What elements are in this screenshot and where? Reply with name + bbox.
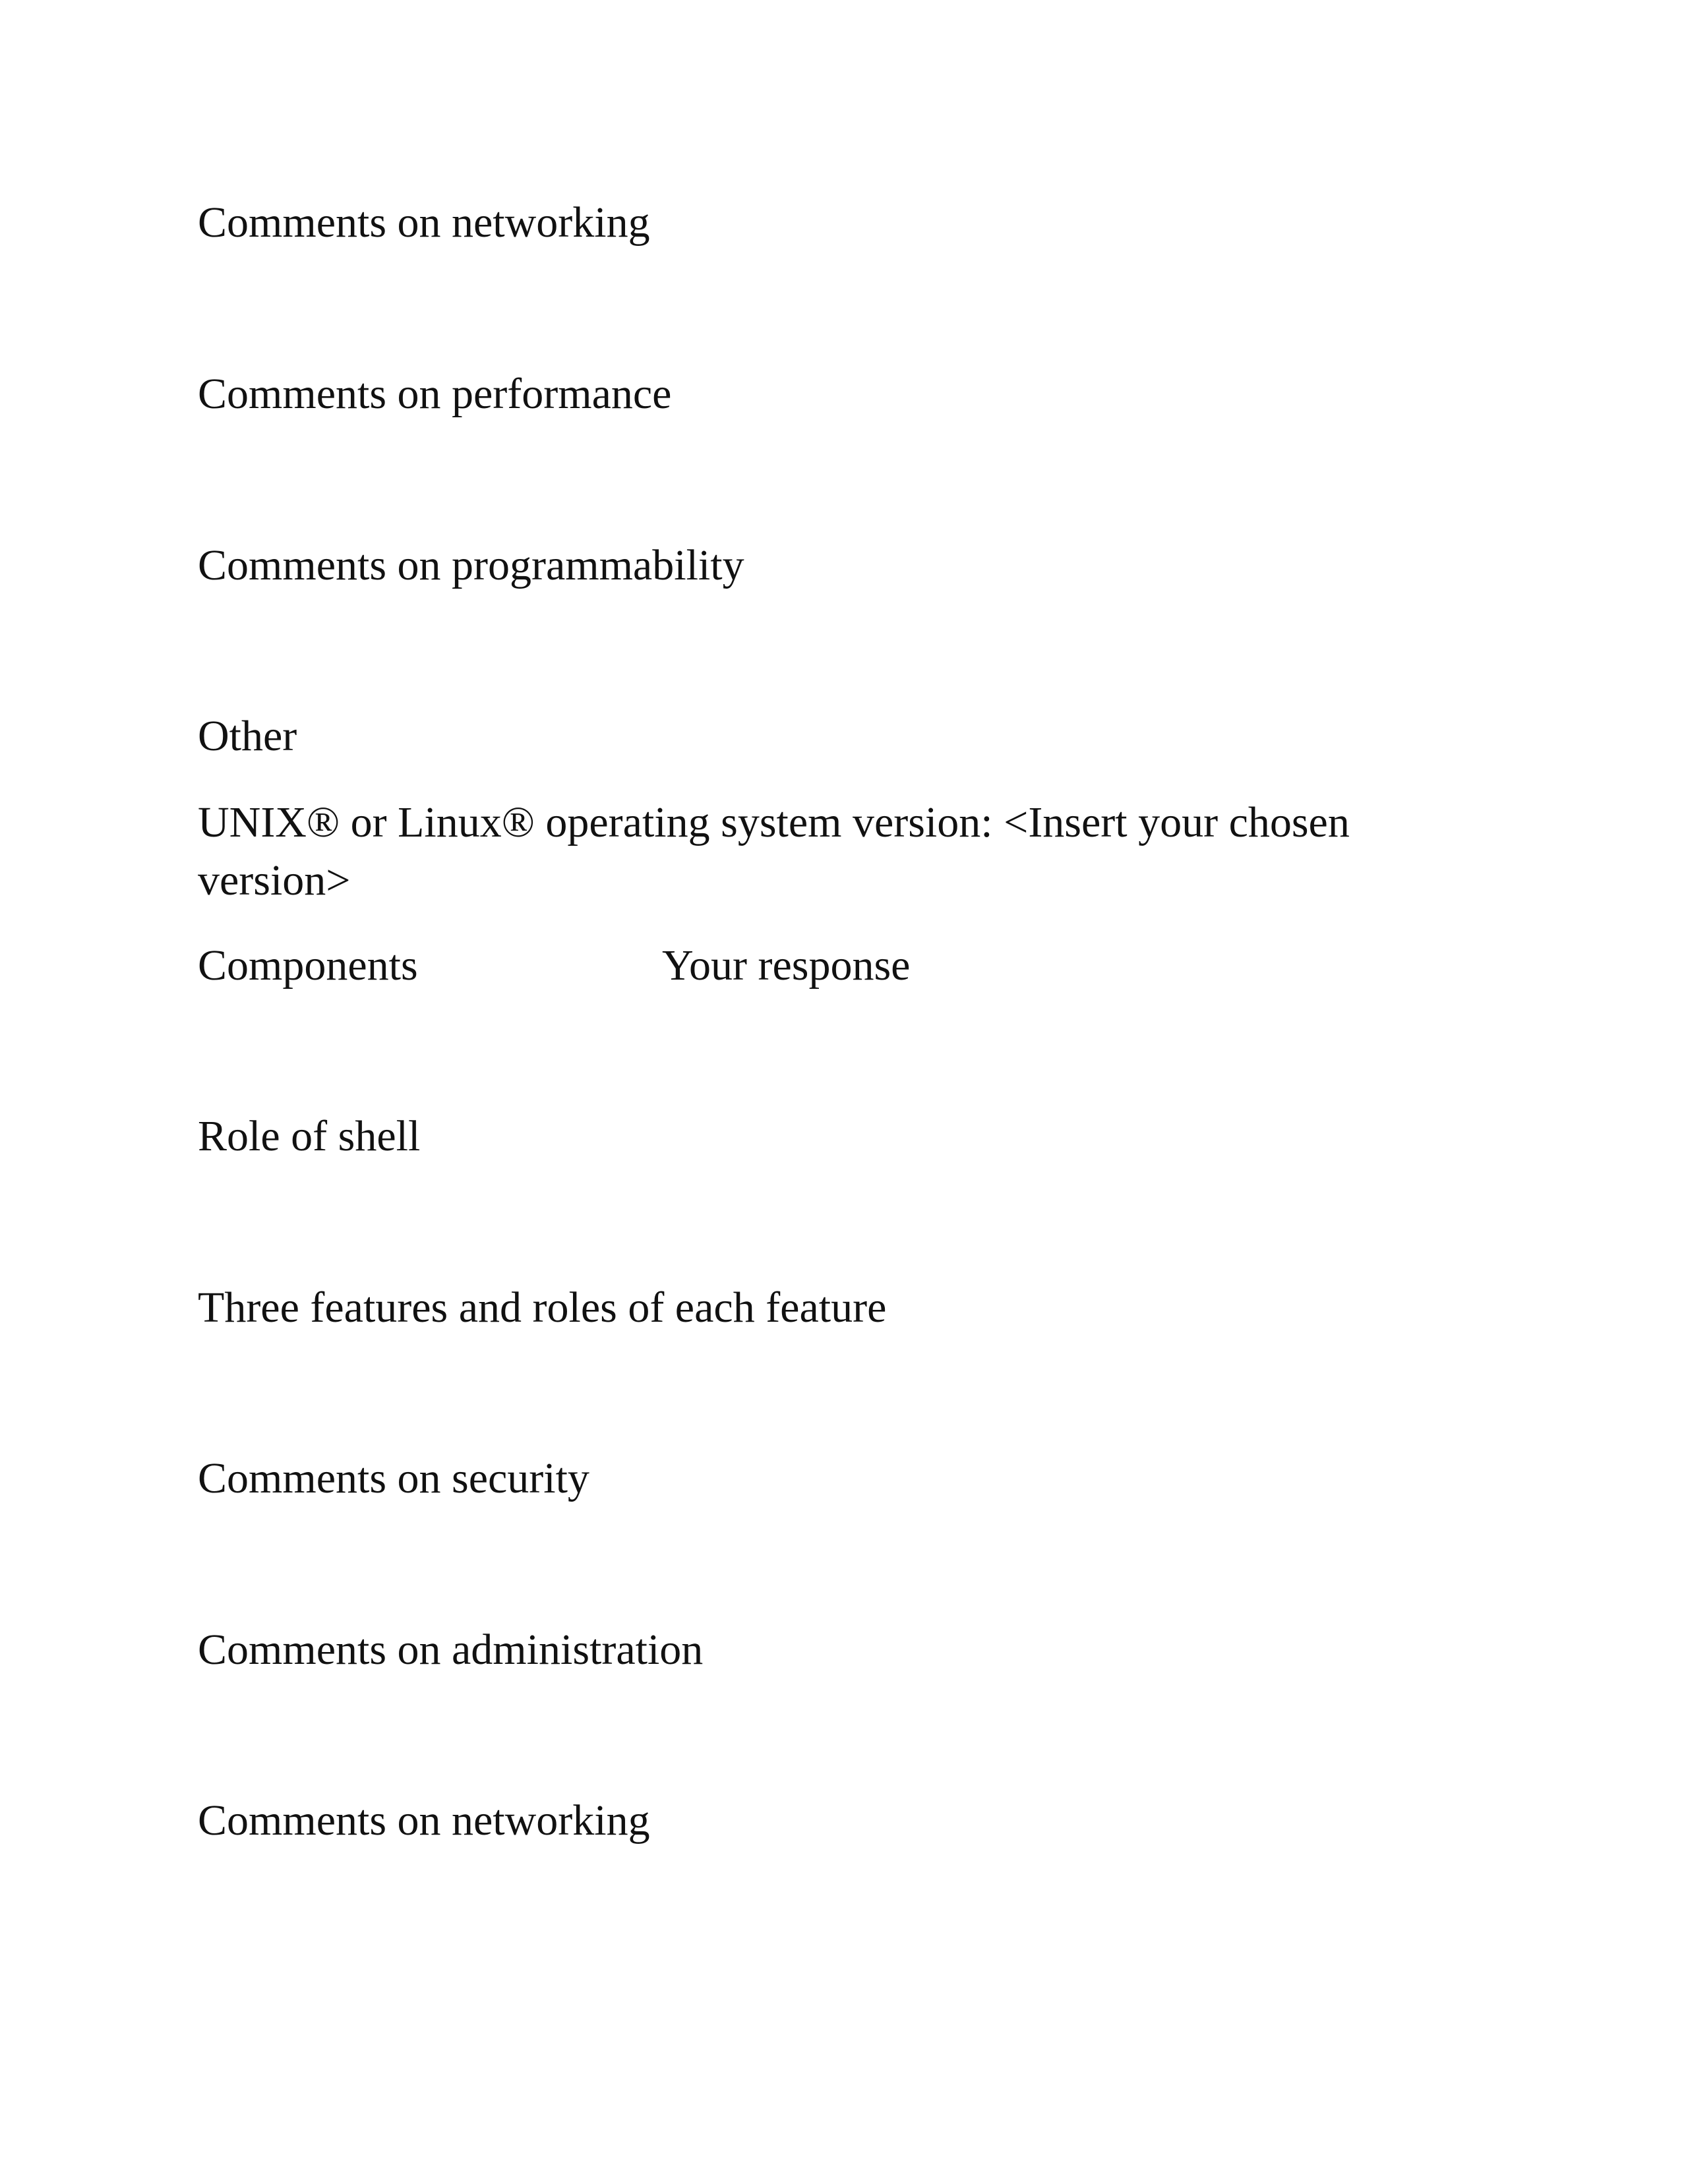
row-label: Comments on networking [198,1796,650,1845]
row-label: Comments on administration [198,1626,704,1674]
table-header [198,937,1451,995]
row-label: Comments on programmability [198,541,744,589]
row-label: Role of shell [198,1112,421,1160]
header-components: Components [198,941,418,989]
header-your-response: Your response [662,941,911,989]
row-label: Comments on networking [198,198,650,247]
row-label: Comments on security [198,1454,589,1502]
os-version-line: UNIX® or Linux® operating system version: <Insert your chosen version> [198,798,1350,904]
section-label-other: Other [198,712,297,760]
row-label: Comments on performance [198,370,672,418]
row-label: Three features and roles of each feature [198,1284,887,1332]
